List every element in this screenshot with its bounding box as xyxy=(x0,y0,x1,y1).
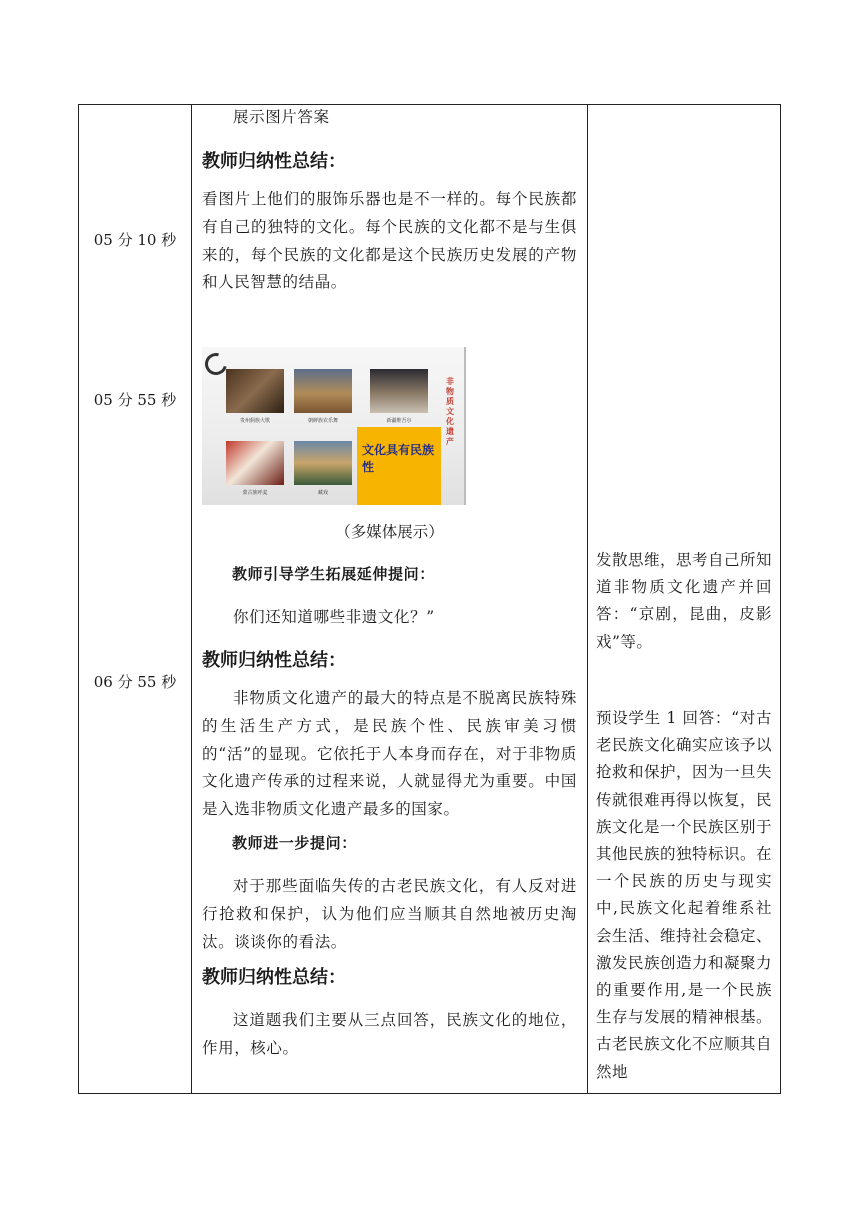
heritage-collage-image xyxy=(202,347,466,505)
photo-dong-song xyxy=(226,369,284,413)
summary-text-1: 看图片上他们的服饰乐器也是不一样的。每个民族都有自己的独特的文化。每个民族的文化都不是与生俱来的，每个民族的文化都是这个民族历史发展的产物和人民智慧的结晶。 xyxy=(202,190,577,292)
show-answer-text: 展示图片答案 xyxy=(233,108,330,126)
slide-highlight-box xyxy=(357,427,441,505)
time-label-1: 05 分 10 秒 xyxy=(93,231,177,249)
summary-heading-3: 教师归纳性总结： xyxy=(202,967,346,988)
caption-xinjiang: 新疆维吾尔 xyxy=(386,418,412,424)
multimedia-caption: （多媒体展示） xyxy=(335,523,444,541)
summary-heading-1: 教师归纳性总结： xyxy=(202,151,346,172)
photo-xinjiang xyxy=(370,369,428,413)
summary-text-2: 非物质文化遗产的最大的特点是不脱离民族特殊的生活生产方式，是民族个性、民族审美习惯的“活”的显现。它依托于人本身而存在，对于非物质文化遗产传承的过程来说，人就显得尤为重要。中国是入选非物质文化遗产最多的国家。 xyxy=(202,689,577,819)
student-response-2: 预设学生 1 回答：“对古老民族文化确实应该予以抢救和保护，因为一旦失传就很难再得以恢复，民族文化是一个民族区别于其他民族的独特标识。在一个民族的历史与现实中,民族文化起着维系社会生活、维持社会稳定、激发民族创造力和凝聚力的重要作用,是一个民族生存与发展的精神根基。古老民族文化不应顺其自然地 xyxy=(596,709,773,1081)
guide-label: 教师引导学生拓展延伸提问： xyxy=(232,565,435,583)
guide-question: 你们还知道哪些非遗文化？” xyxy=(233,608,435,626)
further-label: 教师进一步提问： xyxy=(232,834,357,852)
time-label-3: 06 分 55 秒 xyxy=(93,673,177,691)
time-label-2: 05 分 55 秒 xyxy=(93,391,177,409)
photo-mongol-khoomei xyxy=(226,441,284,485)
caption-mongol-khoomei: 蒙古族呼麦 xyxy=(242,490,268,496)
slide-highlight-text: 文化具有民族性 xyxy=(362,443,435,474)
caption-dong-song: 贵州侗族大歌 xyxy=(239,418,270,424)
summary-heading-2: 教师归纳性总结： xyxy=(202,650,346,671)
student-response-1: 发散思维，思考自己所知道非物质文化遗产并回答：“京剧，昆曲，皮影戏”等。 xyxy=(596,551,773,651)
vertical-heritage-label: 非物质文化遗产 xyxy=(446,377,454,446)
further-question: 对于那些面临失传的古老民族文化，有人反对进行抢救和保护，认为他们应当顺其自然地被历史淘汰。谈谈你的看法。 xyxy=(202,877,577,951)
summary-text-3: 这道题我们主要从三点回答，民族文化的地位，作用，核心。 xyxy=(202,1011,577,1057)
photo-tibetan-opera xyxy=(294,441,352,485)
caption-tibetan-opera: 藏戏 xyxy=(317,490,328,496)
caption-korean-dance: 朝鲜族农乐舞 xyxy=(307,418,338,424)
photo-korean-dance xyxy=(294,369,352,413)
lesson-table xyxy=(78,104,781,1094)
